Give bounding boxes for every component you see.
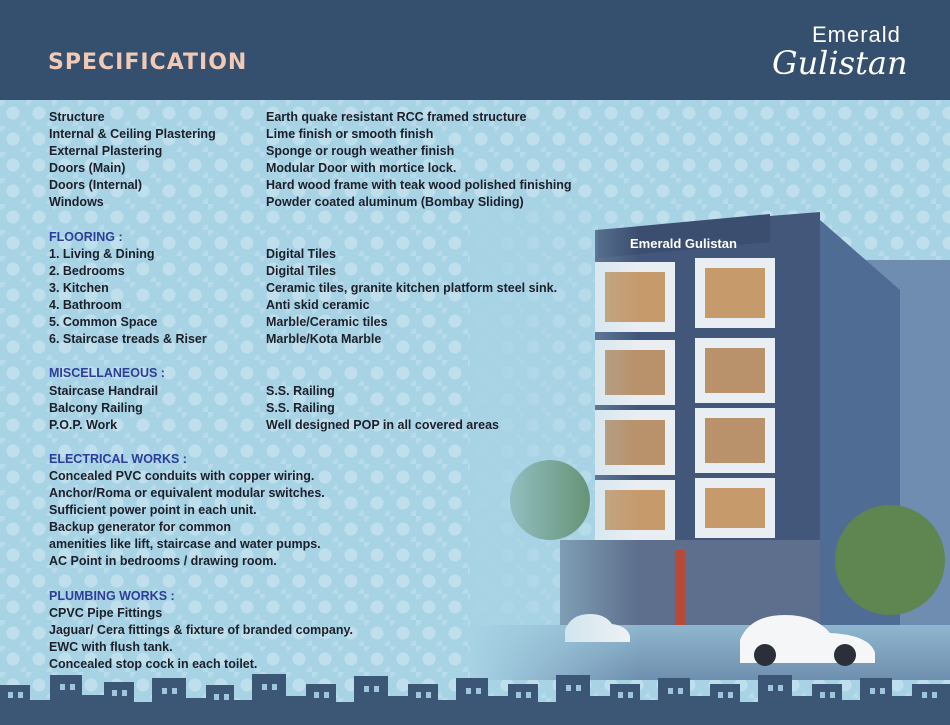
spec-row <box>49 383 609 400</box>
spec-row <box>49 314 609 331</box>
spec-row <box>49 417 609 434</box>
spec-label: 2. Bedrooms <box>49 263 125 278</box>
page-title: SPECIFICATION <box>48 50 248 75</box>
spec-value: Powder coated aluminum (Bombay Sliding) <box>266 195 524 210</box>
plumbing-line: Jaguar/ Cera fittings & fixture of branded company. <box>49 622 353 637</box>
flooring-heading: FLOORING : <box>49 229 123 244</box>
spec-label: P.O.P. Work <box>49 417 118 432</box>
spec-row <box>49 126 609 143</box>
spec-value: Sponge or rough weather finish <box>266 144 455 159</box>
plumbing-heading: PLUMBING WORKS : <box>49 588 175 603</box>
spec-value: S.S. Railing <box>266 383 335 398</box>
spec-row <box>49 160 609 177</box>
spec-value: Digital Tiles <box>266 246 336 261</box>
spec-label: Structure <box>49 110 105 124</box>
spec-row <box>49 331 609 348</box>
spec-value: Earth quake resistant RCC framed structure <box>266 110 527 124</box>
spec-label: 1. Living & Dining <box>49 246 155 261</box>
structure-section <box>49 109 609 212</box>
spec-row <box>49 246 609 263</box>
spec-value: Marble/Ceramic tiles <box>266 315 388 330</box>
spec-value: Anti skid ceramic <box>266 298 370 313</box>
spec-label: 5. Common Space <box>49 315 158 330</box>
brand-logo-line1: Emerald <box>812 22 901 47</box>
electrical-line: Anchor/Roma or equivalent modular switches. <box>49 486 325 501</box>
spec-row <box>49 263 609 280</box>
spec-value: Hard wood frame with teak wood polished finishing <box>266 178 572 193</box>
spec-row <box>49 297 609 314</box>
spec-value: Well designed POP in all covered areas <box>266 417 499 432</box>
spec-value: Marble/Kota Marble <box>266 332 382 347</box>
spec-row <box>49 280 609 297</box>
spec-row <box>49 194 609 211</box>
electrical-line: amenities like lift, staircase and water pumps. <box>49 537 321 552</box>
electrical-line: AC Point in bedrooms / drawing room. <box>49 554 277 569</box>
electrical-line: Concealed PVC conduits with copper wiring. <box>49 468 315 483</box>
spec-value: Modular Door with mortice lock. <box>266 161 457 176</box>
specification-list <box>49 109 609 673</box>
plumbing-line: EWC with flush tank. <box>49 639 173 654</box>
miscellaneous-heading: MISCELLANEOUS : <box>49 366 165 381</box>
spec-label: Doors (Internal) <box>49 178 143 193</box>
spec-label: Internal & Ceiling Plastering <box>49 127 216 142</box>
electrical-heading: ELECTRICAL WORKS : <box>49 451 187 466</box>
spec-value: Lime finish or smooth finish <box>266 127 434 142</box>
spec-label: 3. Kitchen <box>49 280 109 295</box>
spec-label: 6. Staircase treads & Riser <box>49 332 207 347</box>
spec-value: S.S. Railing <box>266 400 335 415</box>
spec-label: External Plastering <box>49 144 163 159</box>
spec-row <box>49 177 609 194</box>
electrical-line: Sufficient power point in each unit. <box>49 503 257 518</box>
spec-label: 4. Bathroom <box>49 298 122 313</box>
brand-logo-line2: Gulistan <box>772 44 908 82</box>
spec-label: Balcony Railing <box>49 400 143 415</box>
spec-label: Doors (Main) <box>49 161 126 176</box>
plumbing-line: Concealed stop cock in each toilet. <box>49 657 258 671</box>
spec-value: Ceramic tiles, granite kitchen platform steel sink. <box>266 280 558 295</box>
plumbing-line: CPVC Pipe Fittings <box>49 605 163 620</box>
electrical-line: Backup generator for common <box>49 520 231 535</box>
spec-row <box>49 143 609 160</box>
spec-row <box>49 400 609 417</box>
spec-row <box>49 109 609 126</box>
spec-label: Windows <box>49 195 104 210</box>
spec-label: Staircase Handrail <box>49 383 159 398</box>
spec-value: Digital Tiles <box>266 263 336 278</box>
header-banner <box>0 0 950 100</box>
